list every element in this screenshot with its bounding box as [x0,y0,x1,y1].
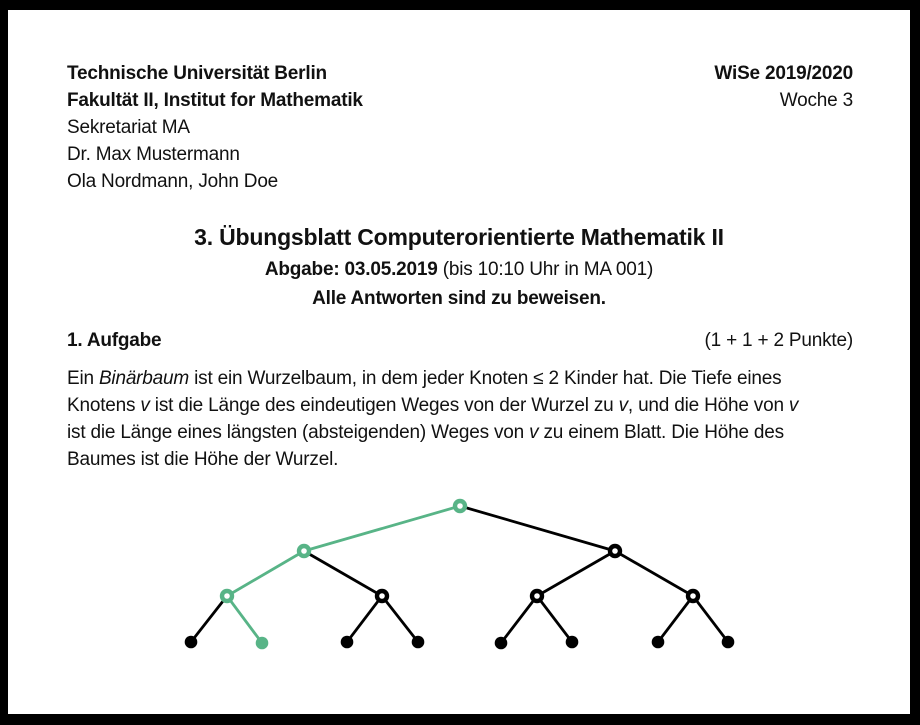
tree-node-root [455,501,465,511]
semester-line: WiSe 2019/2020 [714,63,853,84]
tree-edge [693,596,728,642]
note-line: Alle Antworten sind zu beweisen. [312,288,606,309]
assistants-line: Ola Nordmann, John Doe [67,171,279,192]
deadline-date: Abgabe: 03.05.2019 [264,259,438,280]
tree-node-n22 [532,591,542,601]
tree-node-l5 [566,636,579,649]
tree-edge [615,551,693,596]
tree-node-l4 [495,637,508,650]
paragraph-line: ist die Länge eines längsten (absteigenden) Weges von v zu einem Blatt. Die Höhe des [67,422,784,443]
paragraph-line: Ein Binärbaum ist ein Wurzelbaum, in dem jeder Knoten ≤ 2 Kinder hat. Die Tiefe eines [67,368,782,389]
tree-node-n21 [377,591,387,601]
faculty-line: Fakultät II, Institut for Mathematik [67,90,363,111]
tree-node-n23 [688,591,698,601]
tree-node-l0 [185,636,198,649]
tree-edge [304,506,460,551]
header-right [714,60,853,114]
tree-edge [501,596,537,643]
sheet-title: 3. Übungsblatt Computerorientierte Mathematik II [194,224,724,250]
tree-edge [658,596,693,642]
tree-edge [227,596,262,643]
tree-node-l3 [412,636,425,649]
week-line: Woche 3 [779,90,853,111]
lecturer-line: Dr. Max Mustermann [67,144,240,165]
tree-node-l7 [722,636,735,649]
task-heading-row [67,327,853,354]
header-left [67,60,363,195]
secretariat-line: Sekretariat MA [67,117,190,138]
binary-tree-figure [170,490,760,660]
paragraph-line: Knotens v ist die Länge des eindeutigen Weges von der Wurzel zu v, und die Höhe von v [67,395,799,416]
tree-edge [460,506,615,551]
deadline-details: (bis 10:10 Uhr in MA 001) [437,259,654,280]
tree-node-l6 [652,636,665,649]
exercise-paragraph [67,365,860,473]
tree-node-n11 [610,546,620,556]
tree-edge [347,596,382,642]
tree-edge [537,596,572,642]
tree-node-n10 [299,546,309,556]
tree-node-l1 [256,637,269,650]
task-points: (1 + 1 + 2 Punkte) [704,330,853,351]
task-heading: 1. Aufgabe [67,330,162,351]
tree-edge [537,551,615,596]
tree-edge [191,596,227,642]
tree-edge [382,596,418,642]
deadline-line [8,256,910,283]
university-line: Technische Universität Berlin [67,63,327,84]
tree-edge [304,551,382,596]
tree-edge [227,551,304,596]
tree-node-l2 [341,636,354,649]
tree-node-n20 [222,591,232,601]
paragraph-line: Baumes ist die Höhe der Wurzel. [67,449,339,470]
